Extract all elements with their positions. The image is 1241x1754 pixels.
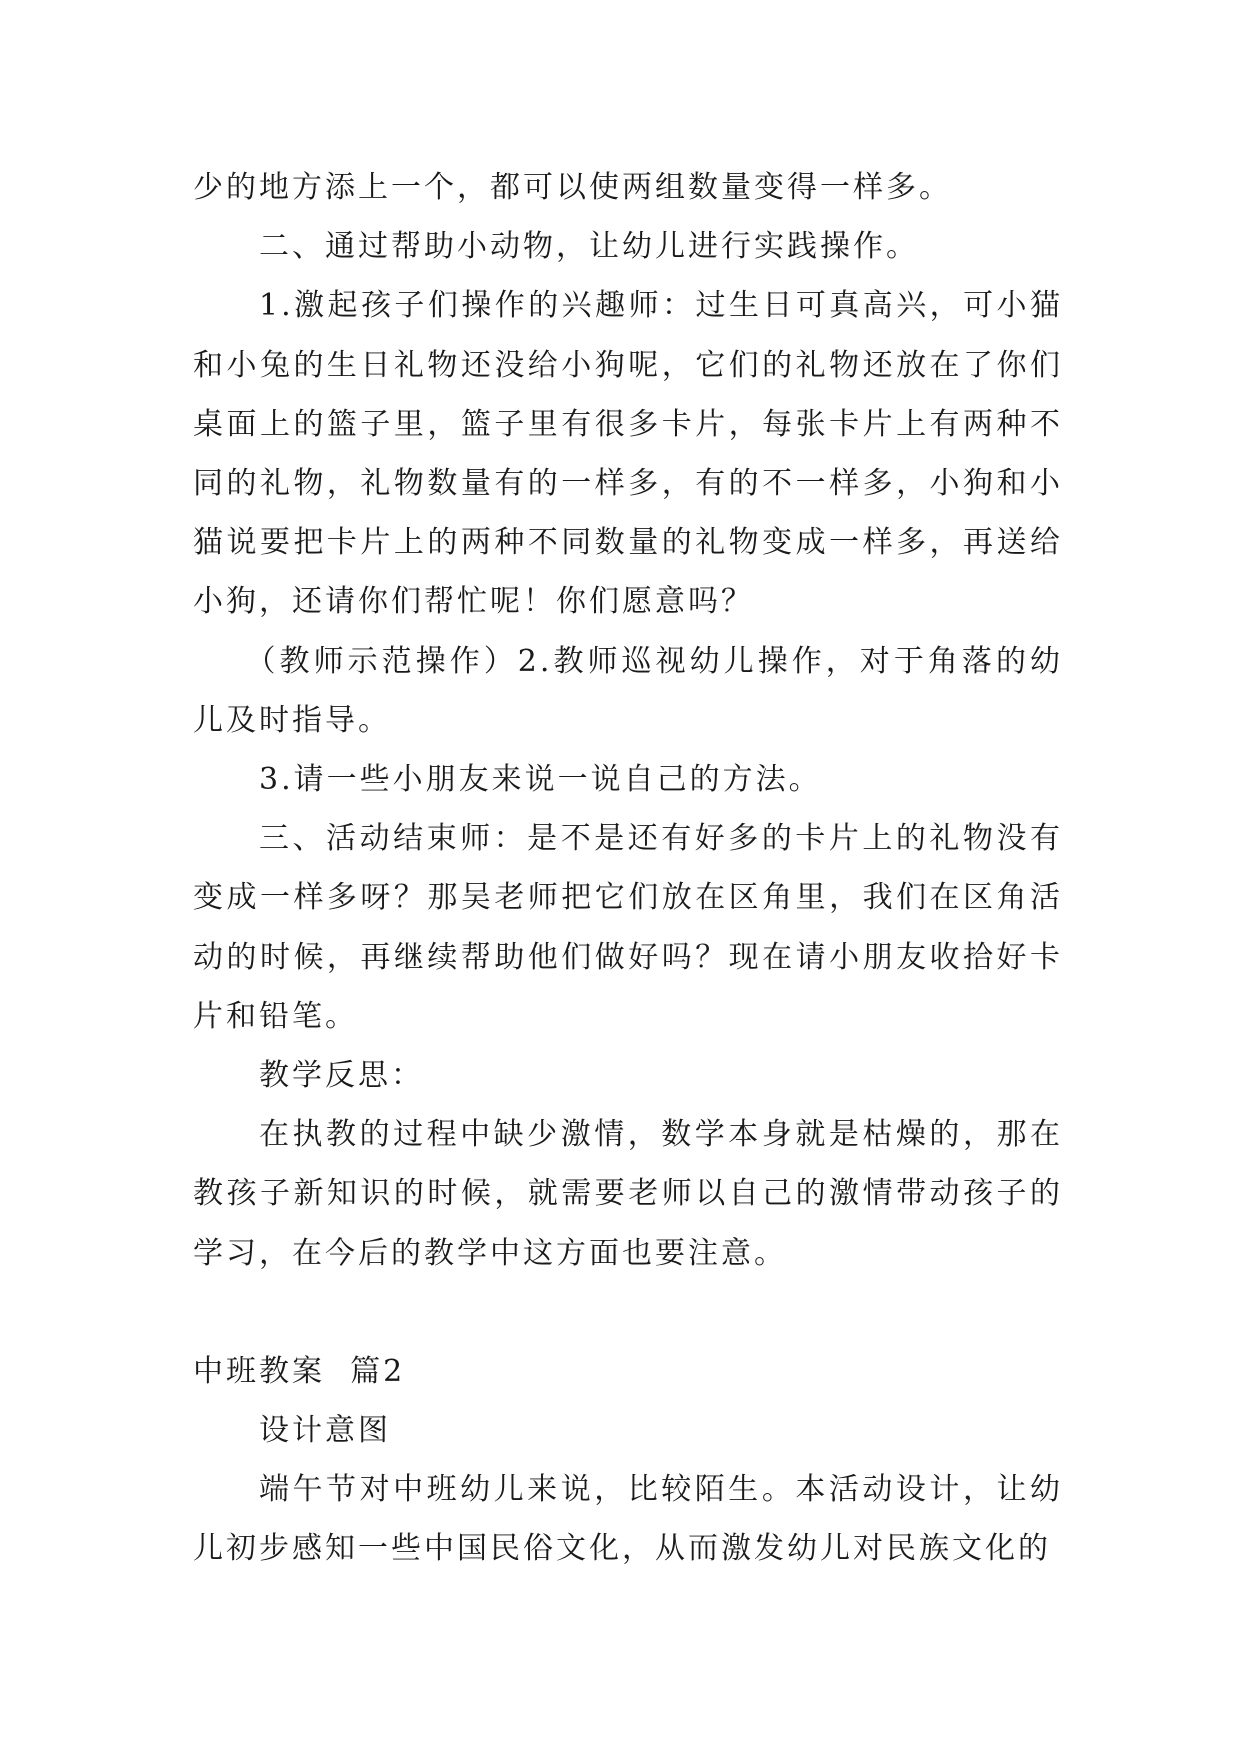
paragraph-continuation: 少的地方添上一个，都可以使两组数量变得一样多。: [193, 170, 952, 205]
section-gap: [193, 1283, 1063, 1342]
paragraph-step3: 三、活动结束师：是不是还有好多的卡片上的礼物没有变成一样多呀？那吴老师把它们放在区角里，我们在区角活动的时候，再继续帮助他们做好吗？现在请小朋友收拾好卡片和铅笔。: [193, 821, 1063, 1034]
paragraph-design-heading: 设计意图: [259, 1413, 391, 1449]
paragraph-step2-item3: 3.请一些小朋友来说一说自己的方法。: [259, 762, 822, 798]
section-title: 中班教案 篇2: [193, 1353, 406, 1389]
document-body: [193, 158, 1063, 1579]
paragraph-design: 端午节对中班幼儿来说，比较陌生。本活动设计，让幼儿初步感知一些中国民俗文化，从而激发幼儿对民族文化的: [193, 1472, 1063, 1567]
paragraph-step2-item2: （教师示范操作）2.教师巡视幼儿操作，对于角落的幼儿及时指导。: [193, 643, 1063, 738]
paragraph-reflection: 在执教的过程中缺少激情，数学本身就是枯燥的，那在教孩子新知识的时候，就需要老师以自己的激情带动孩子的学习，在今后的教学中这方面也要注意。: [193, 1117, 1063, 1271]
paragraph-step2-item1: 1.激起孩子们操作的兴趣师：过生日可真高兴，可小猫和小兔的生日礼物还没给小狗呢，它们的礼物还放在了你们桌面上的篮子里，篮子里有很多卡片，每张卡片上有两种不同的礼物，礼物数量有的一样多，有的不一样多，小狗和小猫说要把卡片上的两种不同数量的礼物变成一样多，再送给小狗，还请你们帮忙呢！你们愿意吗？: [193, 288, 1063, 620]
paragraph-reflection-heading: 教学反思：: [259, 1058, 424, 1094]
paragraph-step2-heading: 二、通过帮助小动物，让幼儿进行实践操作。: [259, 229, 919, 265]
